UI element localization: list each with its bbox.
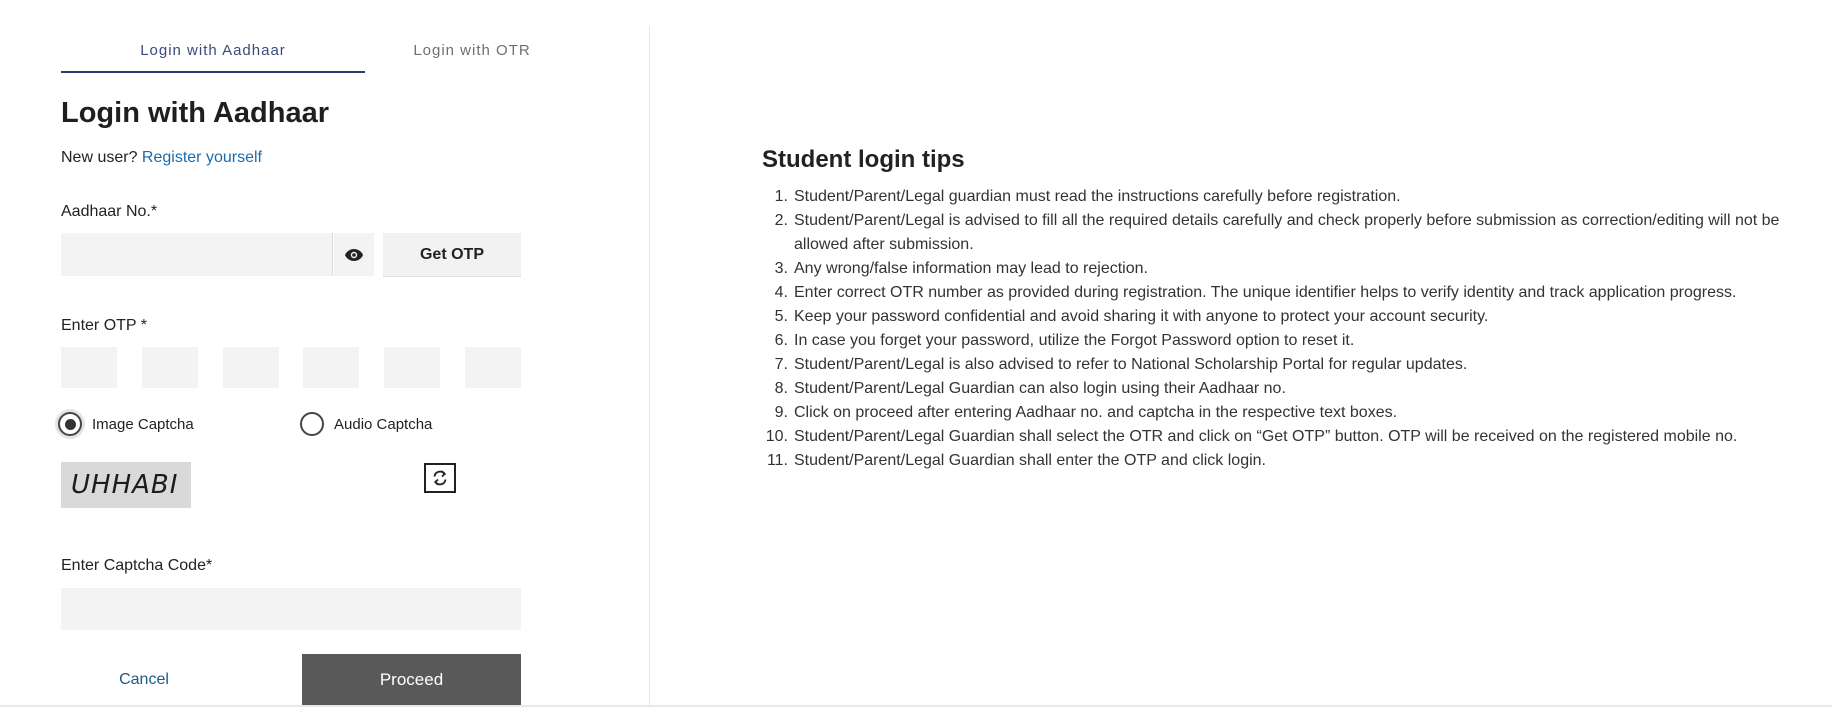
list-item: 3. Any wrong/false information may lead to rejection. [762,257,1802,281]
get-otp-button[interactable]: Get OTP [383,233,521,277]
image-captcha-option[interactable] [58,412,194,436]
active-tab-indicator [61,71,365,73]
login-tabs [61,26,579,74]
image-captcha-label: Image Captcha [92,415,194,433]
list-item: 6. In case you forget your password, utilize the Forgot Password option to reset it. [762,329,1802,353]
otp-digit-3[interactable] [223,347,279,388]
register-link[interactable]: Register yourself [141,149,262,166]
tip-text: Student/Parent/Legal Guardian can also login using their Aadhaar no. [794,380,1286,397]
otp-digit-1[interactable] [61,347,117,388]
tip-text: Any wrong/false information may lead to rejection. [794,260,1148,277]
list-item: 1. Student/Parent/Legal guardian must read the instructions carefully before registration. [762,185,1802,209]
aadhaar-input[interactable] [61,233,333,276]
tip-text: Click on proceed after entering Aadhaar no. and captcha in the respective text boxes. [794,404,1398,421]
audio-captcha-option[interactable] [300,412,432,436]
captcha-code-input[interactable] [61,588,521,630]
tip-text: Enter correct OTR number as provided during registration. The unique identifier helps to verify identity and track application progress. [794,284,1737,301]
captcha-image: UHHABI [61,462,191,508]
tip-text: Student/Parent/Legal is advised to fill all the required details carefully and check properly before submission as correction/editing will not be allowed after submission. [794,212,1780,253]
new-user-prompt [61,149,262,167]
otp-label: Enter OTP * [61,317,147,334]
list-item: 11. Student/Parent/Legal Guardian shall enter the OTP and click login. [762,449,1802,473]
panel-divider [649,26,650,707]
tab-login-otr[interactable] [365,26,579,74]
login-panel [0,0,650,707]
tab-login-aadhaar[interactable] [61,26,365,74]
tip-text: Student/Parent/Legal Guardian shall select the OTR and click on “Get OTP” button. OTP will be received on the registered mobile no. [794,428,1738,445]
tips-list [762,185,1802,473]
new-user-text: New user? [61,149,142,166]
audio-captcha-radio[interactable] [300,412,324,436]
tip-text: In case you forget your password, utilize the Forgot Password option to reset it. [794,332,1355,349]
list-item: 9. Click on proceed after entering Aadhaar no. and captcha in the respective text boxes. [762,401,1802,425]
audio-captcha-label: Audio Captcha [334,415,433,433]
otp-digit-5[interactable] [384,347,440,388]
tip-text: Student/Parent/Legal Guardian shall enter the OTP and click login. [794,452,1266,469]
radio-selected-dot [65,419,76,430]
refresh-captcha-button[interactable] [424,463,456,493]
tip-text: Student/Parent/Legal guardian must read the instructions carefully before registration. [794,188,1401,205]
refresh-icon [431,469,449,487]
otp-digit-6[interactable] [465,347,521,388]
tips-title: Student login tips [762,146,965,173]
tip-text: Keep your password confidential and avoid sharing it with anyone to protect your account security. [794,308,1489,325]
list-item: 8. Student/Parent/Legal Guardian can also login using their Aadhaar no. [762,377,1802,401]
cancel-button[interactable]: Cancel [61,654,227,705]
list-item: 10. Student/Parent/Legal Guardian shall select the OTR and click on “Get OTP” button. OTP will be received on the registered mobile no. [762,425,1802,449]
aadhaar-label: Aadhaar No.* [61,203,158,220]
proceed-button[interactable]: Proceed [302,654,521,705]
tab-login-otr-label: Login with OTR [413,41,531,59]
otp-digit-4[interactable] [303,347,359,388]
list-item: 7. Student/Parent/Legal is also advised to refer to National Scholarship Portal for regular updates. [762,353,1802,377]
otp-digit-2[interactable] [142,347,198,388]
toggle-visibility-button[interactable] [334,233,374,276]
captcha-code-label: Enter Captcha Code* [61,557,213,574]
list-item: 5. Keep your password confidential and avoid sharing it with anyone to protect your account security. [762,305,1802,329]
list-item: 4. Enter correct OTR number as provided during registration. The unique identifier helps to verify identity and track application progress. [762,281,1802,305]
eye-icon [345,249,363,261]
list-item: 2. Student/Parent/Legal is advised to fill all the required details carefully and check properly before submission as correction/editing will not be allowed after submission. [762,209,1802,257]
tab-login-aadhaar-label: Login with Aadhaar [140,41,286,59]
tip-text: Student/Parent/Legal is also advised to refer to National Scholarship Portal for regular updates. [794,356,1468,373]
login-tips-section [762,146,1802,473]
image-captcha-radio[interactable] [58,412,82,436]
page-title: Login with Aadhaar [61,97,329,129]
